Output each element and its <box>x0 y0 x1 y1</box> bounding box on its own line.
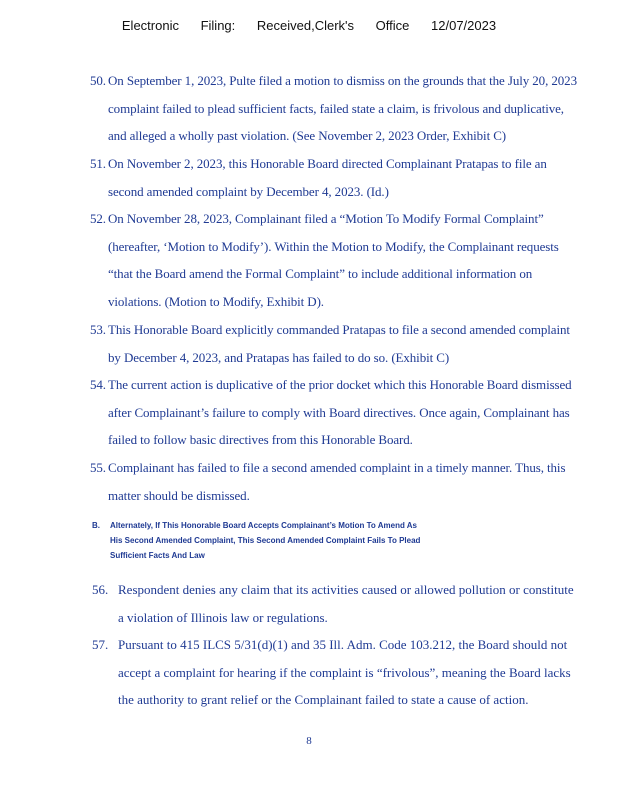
paragraph-number: 50. <box>90 73 106 88</box>
paragraph-line: Pursuant to 415 ILCS 5/31(d)(1) and 35 Ill. Adm. Code 103.212, the Board should not <box>118 637 568 652</box>
paragraph-52 <box>90 205 604 315</box>
paragraph-line: Complainant has failed to file a second amended complaint in a timely manner. Thus, this <box>108 460 566 475</box>
paragraph-line: The current action is duplicative of the prior docket which this Honorable Board dismissed <box>108 377 572 392</box>
section-heading-line: His Second Amended Complaint, This Second Amended Complaint Fails To Plead <box>110 536 421 545</box>
paragraph-line: This Honorable Board explicitly commanded Pratapas to file a second amended complaint <box>108 322 570 337</box>
page-number: 8 <box>306 735 312 747</box>
paragraph-50 <box>90 67 604 150</box>
paragraph-line: Respondent denies any claim that its activities caused or allowed pollution or constitute <box>118 582 574 597</box>
paragraph-line: matter should be dismissed. <box>108 487 250 503</box>
paragraph-number: 56. <box>92 582 109 597</box>
paragraph-number: 54. <box>90 377 106 392</box>
paragraph-line: (hereafter, ‘Motion to Modify’). Within the Motion to Modify, the Complainant requests <box>108 238 559 254</box>
section-heading-line: Sufficient Facts And Law <box>110 551 205 560</box>
paragraph-line: “that the Board amend the Formal Complaint” to include additional information on <box>108 266 533 281</box>
paragraph-56 <box>92 576 612 631</box>
paragraph-54 <box>90 371 604 454</box>
paragraph-line: by December 4, 2023, and Pratapas has failed to do so. (Exhibit C) <box>108 349 450 365</box>
paragraph-line: failed to follow basic directives from this Honorable Board. <box>108 432 413 447</box>
paragraph-51 <box>90 150 604 205</box>
section-heading-number: B. <box>92 521 100 530</box>
paragraph-number: 57. <box>92 637 109 652</box>
paragraph-line: and alleged a wholly past violation. (See November 2, 2023 Order, Exhibit C) <box>108 128 507 143</box>
electronic-filing-stamp <box>0 18 618 33</box>
stamp-part: Received,Clerk's <box>256 18 355 33</box>
section-heading-line: Alternately, If This Honorable Board Accepts Complainant’s Motion To Amend As <box>110 521 417 530</box>
paragraph-line: On November 28, 2023, Complainant filed a “Motion To Modify Formal Complaint” <box>108 211 544 226</box>
section-heading <box>92 518 592 563</box>
paragraph-line: the authority to grant relief or the Complainant failed to state a cause of action. <box>118 692 529 707</box>
paragraph-number: 55. <box>90 460 106 475</box>
paragraph-line: after Complainant’s failure to comply with Board directives. Once again, Complainant has <box>108 404 570 420</box>
stamp-part: Electronic <box>121 18 179 33</box>
paragraph-line: complaint failed to plead sufficient facts, failed state a claim, is frivolous and duplicative, <box>108 100 564 116</box>
paragraph-line: On November 2, 2023, this Honorable Board directed Complainant Pratapas to file an <box>108 156 547 171</box>
paragraph-line: second amended complaint by December 4, 2023. (Id.) <box>108 183 389 199</box>
paragraph-55 <box>90 454 604 509</box>
paragraph-line: On September 1, 2023, Pulte filed a motion to dismiss on the grounds that the July 20, 2023 <box>108 73 577 88</box>
paragraph-number: 51. <box>90 156 106 171</box>
paragraph-line: violations. (Motion to Modify, Exhibit D). <box>108 293 324 309</box>
stamp-part: Filing: <box>200 18 236 33</box>
stamp-part: Office <box>375 18 410 33</box>
paragraph-number: 53. <box>90 322 106 337</box>
stamp-part: 12/07/2023 <box>431 18 497 33</box>
paragraph-57 <box>92 631 612 714</box>
paragraph-number: 52. <box>90 211 106 226</box>
paragraph-53 <box>90 316 604 371</box>
paragraph-line: a violation of Illinois law or regulations. <box>118 609 328 625</box>
paragraph-line: accept a complaint for hearing if the complaint is “frivolous”, meaning the Board lacks <box>118 664 571 680</box>
